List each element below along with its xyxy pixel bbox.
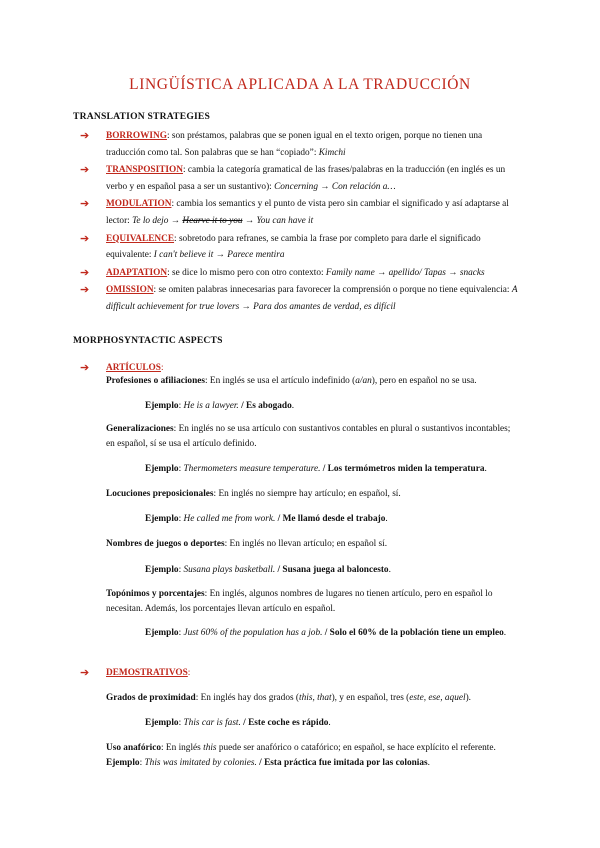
paragraph-nombres: Nombres de juegos o deportes: En inglés no llevan artículo; en español sí.: [106, 539, 388, 549]
arrow-icon: ➔: [80, 266, 90, 279]
paragraph-grados: Grados de proximidad: En inglés hay dos grados (this, that), y en español, tres (este, ese, aquel).: [106, 693, 471, 703]
example-profesiones: Ejemplo: He is a lawyer. / Es abogado.: [145, 401, 295, 411]
example-generalizaciones: Ejemplo: Thermometers measure temperature. / Los termómetros miden la temperatura.: [145, 464, 487, 474]
page-title: LINGÜÍSTICA APLICADA A LA TRADUCCIÓN: [129, 76, 471, 93]
arrow-icon: ➔: [80, 232, 90, 245]
list-item-adaptation: ➔ ADAPTATION: se dice lo mismo pero con otro contexto: Family name → apellido/ Tapas → snacks: [80, 265, 520, 282]
list-item-modulation: ➔ MODULATION: cambia los semantics y el punto de vista pero sin cambiar el significado y así adaptarse al lector: Te lo dejo → Hearve it to you → You can have it: [80, 198, 509, 226]
list-item-borrowing: ➔ BORROWING: son préstamos, palabras que se ponen igual en el texto origen, porque no tienen una traducción como tal. Son palabras que se han “copiado”: Kimchi: [80, 130, 483, 158]
strategies-list: [80, 128, 520, 317]
paragraph-profesiones: Profesiones o afiliaciones: En inglés se usa el artículo indefinido (a/an), pero en español no se usa.: [106, 376, 477, 386]
arrow-icon: ➔: [80, 284, 90, 297]
list-item-omission: ➔ OMISSION: se omiten palabras innecesarias para favorecer la comprensión o porque no tiene equivalencia: A difficult achievement for true lovers → Para dos amantes de verdad, es difícil: [80, 284, 518, 312]
arrow-icon: ➔: [80, 198, 90, 211]
example-toponimos: Ejemplo: Just 60% of the population has a job. / Solo el 60% de la población tiene un empleo.: [145, 628, 507, 638]
list-item-articulos: ➔ ARTÍCULOS:: [80, 362, 164, 374]
example-nombres: Ejemplo: Susana plays basketball. / Susana juega al baloncesto.: [145, 565, 391, 575]
arrow-icon: ➔: [80, 667, 90, 679]
example-locuciones: Ejemplo: He called me from work. / Me llamó desde el trabajo.: [145, 514, 388, 524]
arrow-icon: ➔: [80, 130, 90, 142]
paragraph-toponimos: Topónimos y porcentajes: En inglés, algunos nombres de lugares no tienen artículo, pero en español lo necesitan. Además, los porcentajes llevan artículo en español.: [106, 589, 493, 615]
list-item-demostrativos: ➔ DEMOSTRATIVOS:: [80, 667, 191, 679]
arrow-icon: ➔: [80, 362, 90, 374]
arrow-icon: ➔: [80, 164, 90, 177]
example-grados: Ejemplo: This car is fast. / Este coche es rápido.: [145, 718, 331, 728]
paragraph-generalizaciones: Generalizaciones: En inglés no se usa artículo con sustantivos contables en plural o sustantivos incontables; en español, sí se usa el artículo definido.: [106, 424, 511, 450]
section-heading-translation-strategies: TRANSLATION STRATEGIES: [73, 111, 211, 122]
list-item-equivalence: ➔ EQUIVALENCE: sobretodo para refranes, se cambia la frase por completo para darle el significado equivalente: I can't believe it → Parece mentira: [80, 232, 481, 261]
paragraph-uso-anaforico: Uso anafórico: En inglés this puede ser anafórico o catafórico; en español, se hace explícito el referente. Ejemplo: This was imitated by colonies. / Esta práctica fue imitada por las colonias.: [106, 743, 496, 769]
section-heading-morphosyntactic: MORPHOSYNTACTIC ASPECTS: [73, 335, 223, 346]
paragraph-locuciones: Locuciones preposicionales: En inglés no siempre hay artículo; en español, sí.: [106, 489, 401, 499]
list-item-transposition: ➔ TRANSPOSITION: cambia la categoría gramatical de las frases/palabras en la traducción (en inglés es un verbo y en español pasa a ser un sustantivo): Concerning → Con relación a…: [80, 164, 506, 192]
